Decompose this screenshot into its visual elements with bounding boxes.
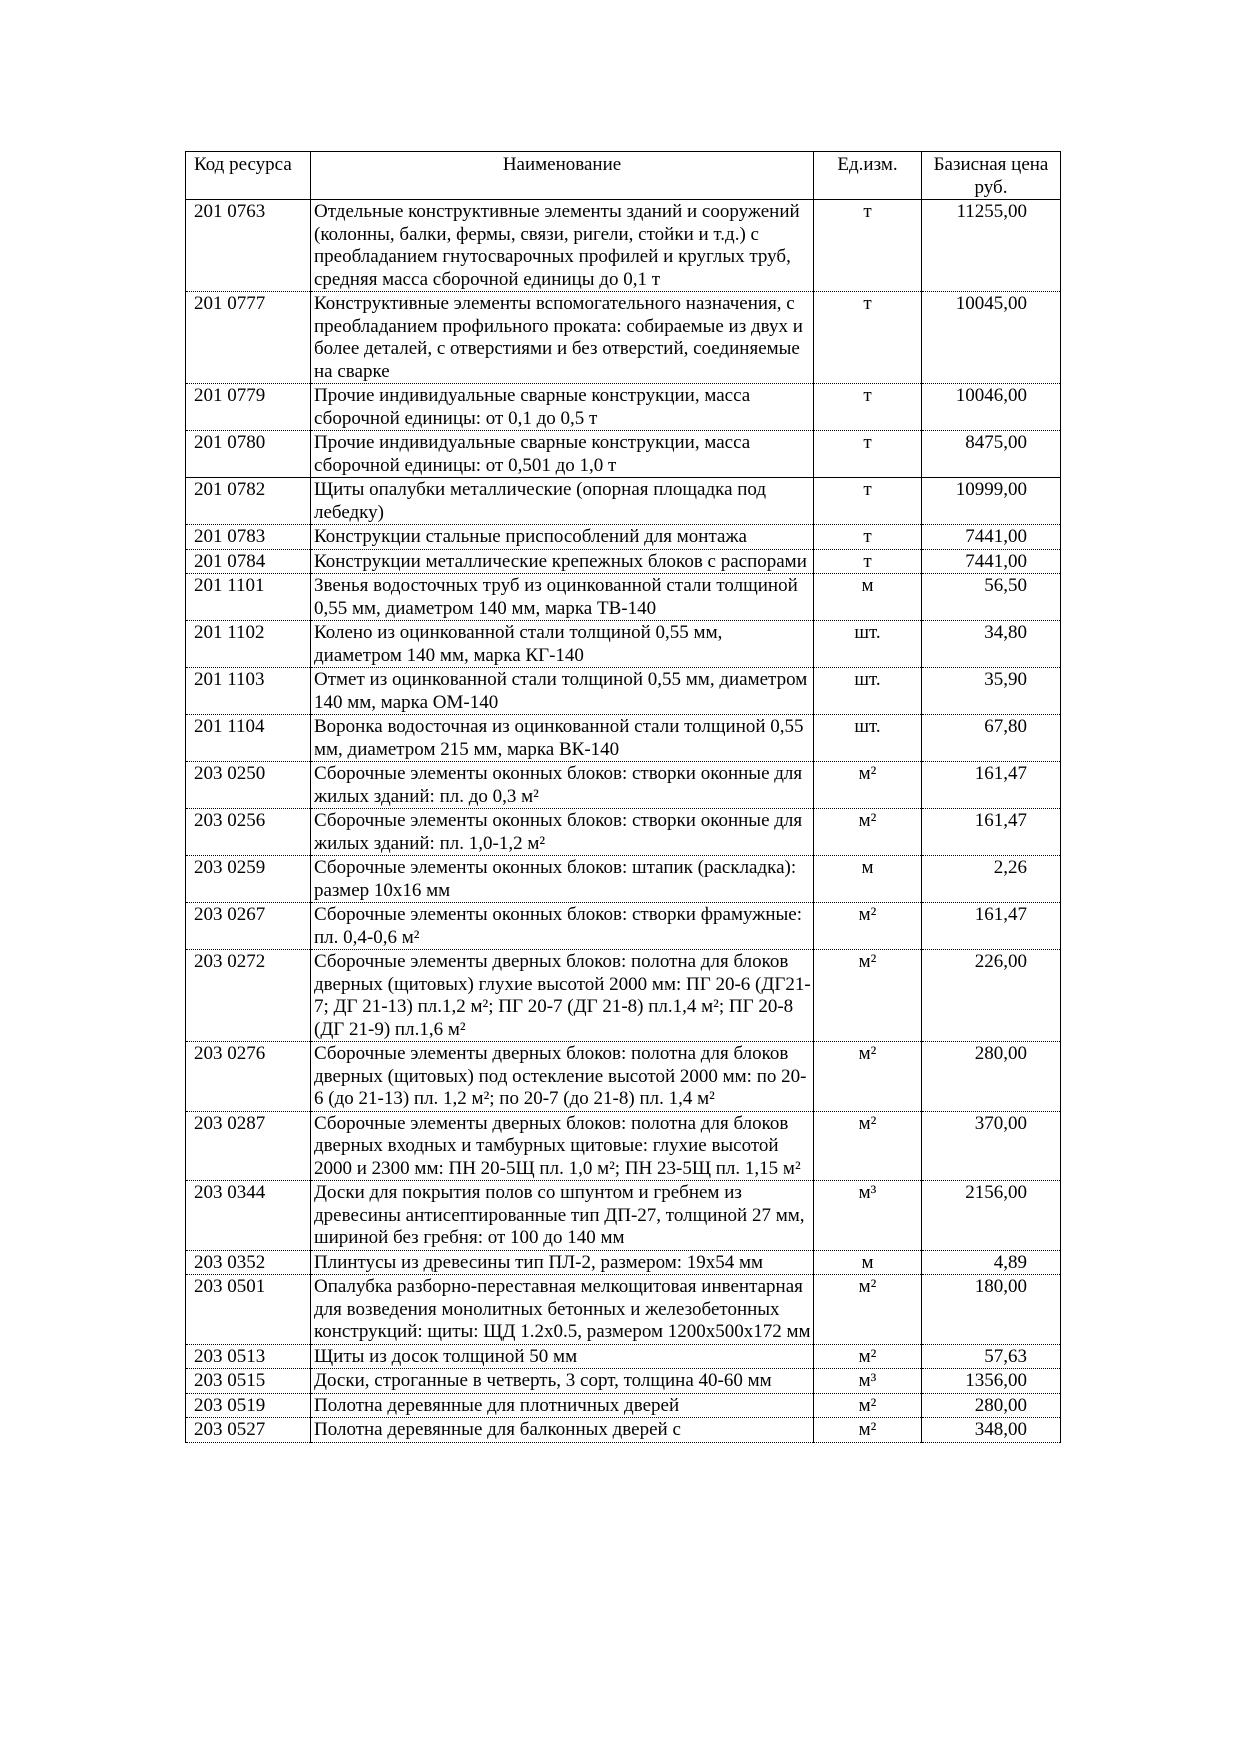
row-unit: м³ [814, 1181, 922, 1251]
row-name: Доски для покрытия полов со шпунтом и гребнем из древесины антисептированные тип ДП-27, толщиной 27 мм, шириной без гребня: от 100 до 140 мм [311, 1181, 814, 1251]
table-row [186, 431, 1061, 478]
row-name: Воронка водосточная из оцинкованной стали толщиной 0,55 мм, диаметром 215 мм, марка ВК-140 [311, 715, 814, 762]
row-name: Прочие индивидуальные сварные конструкции, масса сборочной единицы: от 0,1 до 0,5 т [311, 384, 814, 431]
row-unit: м² [814, 809, 922, 856]
table-row [186, 856, 1061, 903]
row-unit: м² [814, 1418, 922, 1443]
row-code: 201 0783 [186, 525, 311, 550]
row-price: 280,00 [922, 1393, 1061, 1418]
header-price: Базисная цена руб. [922, 152, 1061, 200]
table-row [186, 1418, 1061, 1443]
row-price: 10045,00 [922, 292, 1061, 384]
row-code: 203 0276 [186, 1042, 311, 1112]
row-name: Сборочные элементы оконных блоков: штапик (раскладка): размер 10x16 мм [311, 856, 814, 903]
row-name: Сборочные элементы дверных блоков: полотна для блоков дверных (щитовых) под остекление высотой 2000 мм: по 20-6 (до 21-13) пл. 1,2 м²; по 20-7 (до 21-8) пл. 1,4 м² [311, 1042, 814, 1112]
table-row [186, 1275, 1061, 1345]
row-price: 67,80 [922, 715, 1061, 762]
table-row [186, 950, 1061, 1042]
table-row [186, 549, 1061, 574]
table-row [186, 1369, 1061, 1394]
row-unit: т [814, 549, 922, 574]
row-price: 180,00 [922, 1275, 1061, 1345]
row-code: 201 1102 [186, 621, 311, 668]
row-unit: м [814, 1250, 922, 1275]
row-name: Отдельные конструктивные элементы зданий и сооружений (колонны, балки, фермы, связи, ригели, стойки и т.д.) с преобладанием гнутосварочных профилей и круглых труб, средняя масса сборочной единицы до 0,1 т [311, 200, 814, 292]
table-header-row [186, 152, 1061, 200]
row-name: Щиты опалубки металлические (опорная площадка под лебедку) [311, 478, 814, 525]
row-price: 57,63 [922, 1344, 1061, 1369]
table-row [186, 621, 1061, 668]
row-code: 201 0777 [186, 292, 311, 384]
row-unit: т [814, 384, 922, 431]
row-name: Сборочные элементы дверных блоков: полотна для блоков дверных (щитовых) глухие высотой 2000 мм: ПГ 20-6 (ДГ21-7; ДГ 21-13) пл.1,2 м²; ПГ 20-7 (ДГ 21-8) пл.1,4 м²; ПГ 20-8 (ДГ 21-9) пл.1,6 м² [311, 950, 814, 1042]
row-price: 161,47 [922, 809, 1061, 856]
row-unit: т [814, 431, 922, 478]
row-code: 203 0256 [186, 809, 311, 856]
row-unit: шт. [814, 621, 922, 668]
row-unit: м [814, 856, 922, 903]
row-price: 161,47 [922, 903, 1061, 950]
row-code: 203 0272 [186, 950, 311, 1042]
row-name: Опалубка разборно-переставная мелкощитовая инвентарная для возведения монолитных бетонных и железобетонных конструкций: щиты: ЩД 1.2x0.5, размером 1200x500x172 мм [311, 1275, 814, 1345]
row-unit: м² [814, 1042, 922, 1112]
row-name: Щиты из досок толщиной 50 мм [311, 1344, 814, 1369]
row-price: 11255,00 [922, 200, 1061, 292]
table-row [186, 1250, 1061, 1275]
row-code: 203 0267 [186, 903, 311, 950]
row-price: 226,00 [922, 950, 1061, 1042]
table-row [186, 1042, 1061, 1112]
row-code: 201 0782 [186, 478, 311, 525]
row-price: 2,26 [922, 856, 1061, 903]
table-row [186, 384, 1061, 431]
row-unit: м² [814, 1111, 922, 1181]
row-unit: м³ [814, 1369, 922, 1394]
row-unit: т [814, 525, 922, 550]
row-name: Полотна деревянные для балконных дверей с [311, 1418, 814, 1443]
row-code: 203 0519 [186, 1393, 311, 1418]
table-row [186, 809, 1061, 856]
row-price: 10046,00 [922, 384, 1061, 431]
row-code: 201 0784 [186, 549, 311, 574]
row-unit: т [814, 292, 922, 384]
row-price: 370,00 [922, 1111, 1061, 1181]
row-unit: т [814, 200, 922, 292]
row-name: Плинтусы из древесины тип ПЛ-2, размером: 19x54 мм [311, 1250, 814, 1275]
table-row [186, 1344, 1061, 1369]
header-name: Наименование [311, 152, 814, 200]
row-price: 161,47 [922, 762, 1061, 809]
row-price: 35,90 [922, 668, 1061, 715]
row-name: Доски, строганные в четверть, 3 сорт, толщина 40-60 мм [311, 1369, 814, 1394]
header-unit: Ед.изм. [814, 152, 922, 200]
table-row [186, 478, 1061, 525]
row-code: 201 1101 [186, 574, 311, 621]
row-code: 203 0259 [186, 856, 311, 903]
row-price: 2156,00 [922, 1181, 1061, 1251]
row-unit: м² [814, 903, 922, 950]
row-code: 203 0515 [186, 1369, 311, 1394]
row-price: 348,00 [922, 1418, 1061, 1443]
row-name: Полотна деревянные для плотничных дверей [311, 1393, 814, 1418]
row-unit: шт. [814, 715, 922, 762]
table-row [186, 525, 1061, 550]
row-unit: м² [814, 762, 922, 809]
table-body [186, 200, 1061, 1443]
row-name: Звенья водосточных труб из оцинкованной стали толщиной 0,55 мм, диаметром 140 мм, марка ТВ-140 [311, 574, 814, 621]
row-unit: м² [814, 1275, 922, 1345]
row-price: 1356,00 [922, 1369, 1061, 1394]
table-row [186, 762, 1061, 809]
row-code: 203 0501 [186, 1275, 311, 1345]
row-unit: м [814, 574, 922, 621]
header-code: Код ресурса [186, 152, 311, 200]
row-price: 7441,00 [922, 525, 1061, 550]
table-row [186, 574, 1061, 621]
table-row [186, 1181, 1061, 1251]
row-name: Конструкции металлические крепежных блоков с распорами [311, 549, 814, 574]
row-unit: м² [814, 1393, 922, 1418]
row-code: 201 1104 [186, 715, 311, 762]
row-code: 201 1103 [186, 668, 311, 715]
row-unit: шт. [814, 668, 922, 715]
row-price: 4,89 [922, 1250, 1061, 1275]
table-row [186, 292, 1061, 384]
table-row [186, 200, 1061, 292]
table-row [186, 715, 1061, 762]
row-name: Сборочные элементы оконных блоков: створки оконные для жилых зданий: пл. до 0,3 м² [311, 762, 814, 809]
resource-price-table [185, 151, 1061, 1443]
row-price: 34,80 [922, 621, 1061, 668]
row-code: 203 0352 [186, 1250, 311, 1275]
row-unit: м² [814, 950, 922, 1042]
row-name: Сборочные элементы дверных блоков: полотна для блоков дверных входных и тамбурных щитовые: глухие высотой 2000 и 2300 мм: ПН 20-5Щ пл. 1,0 м²; ПН 23-5Щ пл. 1,15 м² [311, 1111, 814, 1181]
row-name: Колено из оцинкованной стали толщиной 0,55 мм, диаметром 140 мм, марка КГ-140 [311, 621, 814, 668]
row-code: 203 0250 [186, 762, 311, 809]
row-name: Отмет из оцинкованной стали толщиной 0,55 мм, диаметром 140 мм, марка ОМ-140 [311, 668, 814, 715]
row-name: Конструктивные элементы вспомогательного назначения, с преобладанием профильного проката: собираемые из двух и более деталей, с отверстиями и без отверстий, соединяемые на сварке [311, 292, 814, 384]
row-code: 201 0779 [186, 384, 311, 431]
table-row [186, 668, 1061, 715]
row-code: 203 0344 [186, 1181, 311, 1251]
row-unit: т [814, 478, 922, 525]
row-code: 201 0780 [186, 431, 311, 478]
row-name: Конструкции стальные приспособлений для монтажа [311, 525, 814, 550]
table-row [186, 903, 1061, 950]
table-row [186, 1111, 1061, 1181]
row-name: Прочие индивидуальные сварные конструкции, масса сборочной единицы: от 0,501 до 1,0 т [311, 431, 814, 478]
row-code: 203 0513 [186, 1344, 311, 1369]
row-price: 56,50 [922, 574, 1061, 621]
row-price: 10999,00 [922, 478, 1061, 525]
row-price: 280,00 [922, 1042, 1061, 1112]
row-code: 201 0763 [186, 200, 311, 292]
row-price: 8475,00 [922, 431, 1061, 478]
row-name: Сборочные элементы оконных блоков: створки оконные для жилых зданий: пл. 1,0-1,2 м² [311, 809, 814, 856]
row-price: 7441,00 [922, 549, 1061, 574]
row-code: 203 0527 [186, 1418, 311, 1443]
row-unit: м² [814, 1344, 922, 1369]
row-code: 203 0287 [186, 1111, 311, 1181]
table-row [186, 1393, 1061, 1418]
row-name: Сборочные элементы оконных блоков: створки фрамужные: пл. 0,4-0,6 м² [311, 903, 814, 950]
